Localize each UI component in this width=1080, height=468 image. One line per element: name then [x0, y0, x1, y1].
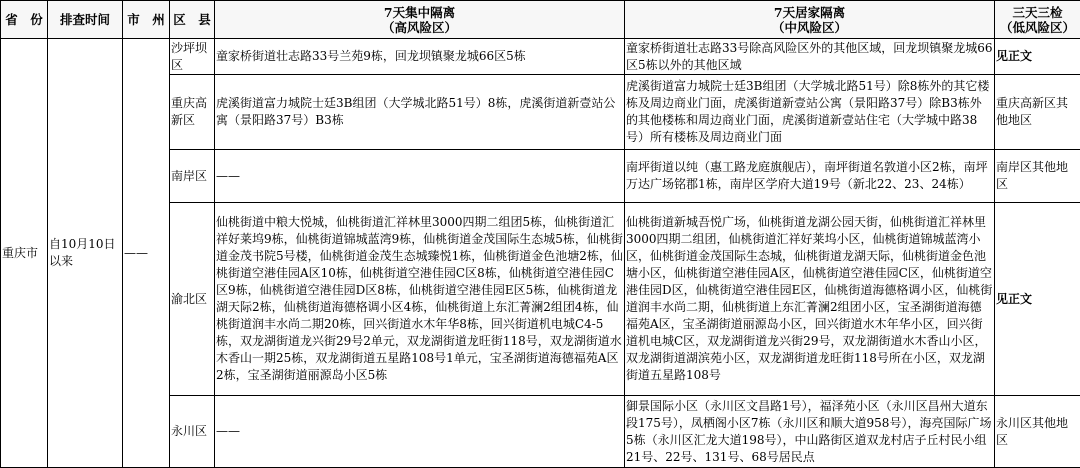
header-mid-risk	[625, 1, 995, 39]
district-cell: 沙坪坝区	[170, 39, 215, 75]
district-cell: 永川区	[170, 396, 215, 468]
low-risk-cell: 永川区其他地区	[995, 396, 1080, 468]
header-mid-risk-line1: 7天居家隔离	[626, 5, 993, 20]
header-district: 区 县	[170, 1, 215, 39]
header-low-risk-line2: （低风险区）	[996, 20, 1079, 35]
mid-risk-cell: 御景国际小区（永川区文昌路1号），福泽苑小区（永川区昌州大道东段175号），凤栖阁小区7栋（永川区和顺大道958号），海亮国际广场5栋（永川区汇龙大道198号），中山路街区道双龙村店子丘村民小组21号、22号、131号、68号居民点	[625, 396, 995, 468]
low-risk-cell: 见正文	[995, 39, 1080, 75]
high-risk-cell: 童家桥街道壮志路33号兰苑9栋，回龙坝镇聚龙城66区5栋	[215, 39, 625, 75]
header-high-risk	[215, 1, 625, 39]
low-risk-cell: 重庆高新区其他地区	[995, 75, 1080, 150]
table-row-shapingba	[1, 39, 1080, 75]
district-cell: 重庆高新区	[170, 75, 215, 150]
province-cell: 重庆市	[1, 39, 48, 468]
header-mid-risk-line2: （中风险区）	[626, 20, 993, 35]
header-low-risk	[995, 1, 1080, 39]
header-high-risk-line1: 7天集中隔离	[216, 5, 623, 20]
mid-risk-cell: 南坪街道以纯（惠工路龙庭旗舰店），南坪街道名敦道小区2栋，南坪万达广场铭郡1栋，南岸区学府大道19号（新北22、23、24栋）	[625, 150, 995, 203]
header-check-time: 排查时间	[48, 1, 123, 39]
low-risk-cell: 南岸区其他地区	[995, 150, 1080, 203]
header-city: 市 州	[123, 1, 170, 39]
header-high-risk-line2: （高风险区）	[216, 20, 623, 35]
header-low-risk-line1: 三天三检	[996, 5, 1079, 20]
mid-risk-cell: 虎溪街道富力城院士廷3B组团（大学城北路51号）除8栋外的其它楼栋及周边商业门面，虎溪街道新壹站公寓（景阳路37号）除B3栋外的其他楼栋和周边商业门面，虎溪街道新壹站住宅（大学城中路38号）所有楼栋及周边商业门面	[625, 75, 995, 150]
low-risk-cell: 见正文	[995, 203, 1080, 396]
district-cell: 南岸区	[170, 150, 215, 203]
header-province: 省 份	[1, 1, 48, 39]
district-cell: 渝北区	[170, 203, 215, 396]
mid-risk-cell: 童家桥街道壮志路33号除高风险区外的其他区域，回龙坝镇聚龙城66区5栋以外的其他区域	[625, 39, 995, 75]
mid-risk-cell: 仙桃街道新城吾悦广场，仙桃街道龙湖公园天街，仙桃街道汇祥林里3000四期二组团，仙桃街道汇祥好莱坞小区，仙桃街道锦城蓝湾小区，仙桃街道金茂国际生态城，仙桃街道龙湖天际，仙桃街道金色池塘小区，仙桃街道空港佳园A区，仙桃街道空港佳园C区，仙桃街道空港佳园D区，仙桃街道空港佳园E区，仙桃街道海德格调小区，仙桃街道润丰水尚二期，仙桃街道上东汇菁澜2组团小区，宝圣湖街道海德福苑A区，宝圣湖街道丽源岛小区，回兴街道水木年华小区，回兴街道机电城C区，双龙湖街道龙兴街29号，双龙湖街道水木香山小区，双龙湖街道湖滨苑小区，双龙湖街道龙旺街118号所在小区，双龙湖街道五星路108号	[625, 203, 995, 396]
high-risk-cell: ——	[215, 150, 625, 203]
high-risk-cell: 仙桃街道中粮大悦城，仙桃街道汇祥林里3000四期二组团5栋，仙桃街道汇祥好莱坞9栋，仙桃街道锦城蓝湾9栋，仙桃街道金茂国际生态城5栋，仙桃街道金茂书院5号楼，仙桃街道金茂生态城臻悦1栋，仙桃街道金色池塘2栋，仙桃街道空港佳园A区10栋，仙桃街道空港佳园C区8栋，仙桃街道空港佳园C区9栋，仙桃街道空港佳园D区8栋，仙桃街道空港佳园E区5栋，仙桃街道龙湖天际2栋，仙桃街道海德格调小区4栋，仙桃街道上东汇菁澜2组团4栋，仙桃街道润丰水尚二期20栋，回兴街道水木年华8栋，回兴街道机电城C4-5栋，双龙湖街道龙兴街29号2单元，双龙湖街道龙旺街118号，双龙湖街道水木香山一期25栋，双龙湖街道五星路108号1单元，宝圣湖街道海德福苑A区2栋，宝圣湖街道丽源岛小区5栋	[215, 203, 625, 396]
high-risk-cell: 虎溪街道富力城院士廷3B组团（大学城北路51号）8栋，虎溪街道新壹站公寓（景阳路37号）B3栋	[215, 75, 625, 150]
high-risk-cell: ——	[215, 396, 625, 468]
city-cell: ——	[123, 39, 170, 468]
header-row	[1, 1, 1080, 39]
check-time-cell: 自10月10日以来	[48, 39, 123, 468]
